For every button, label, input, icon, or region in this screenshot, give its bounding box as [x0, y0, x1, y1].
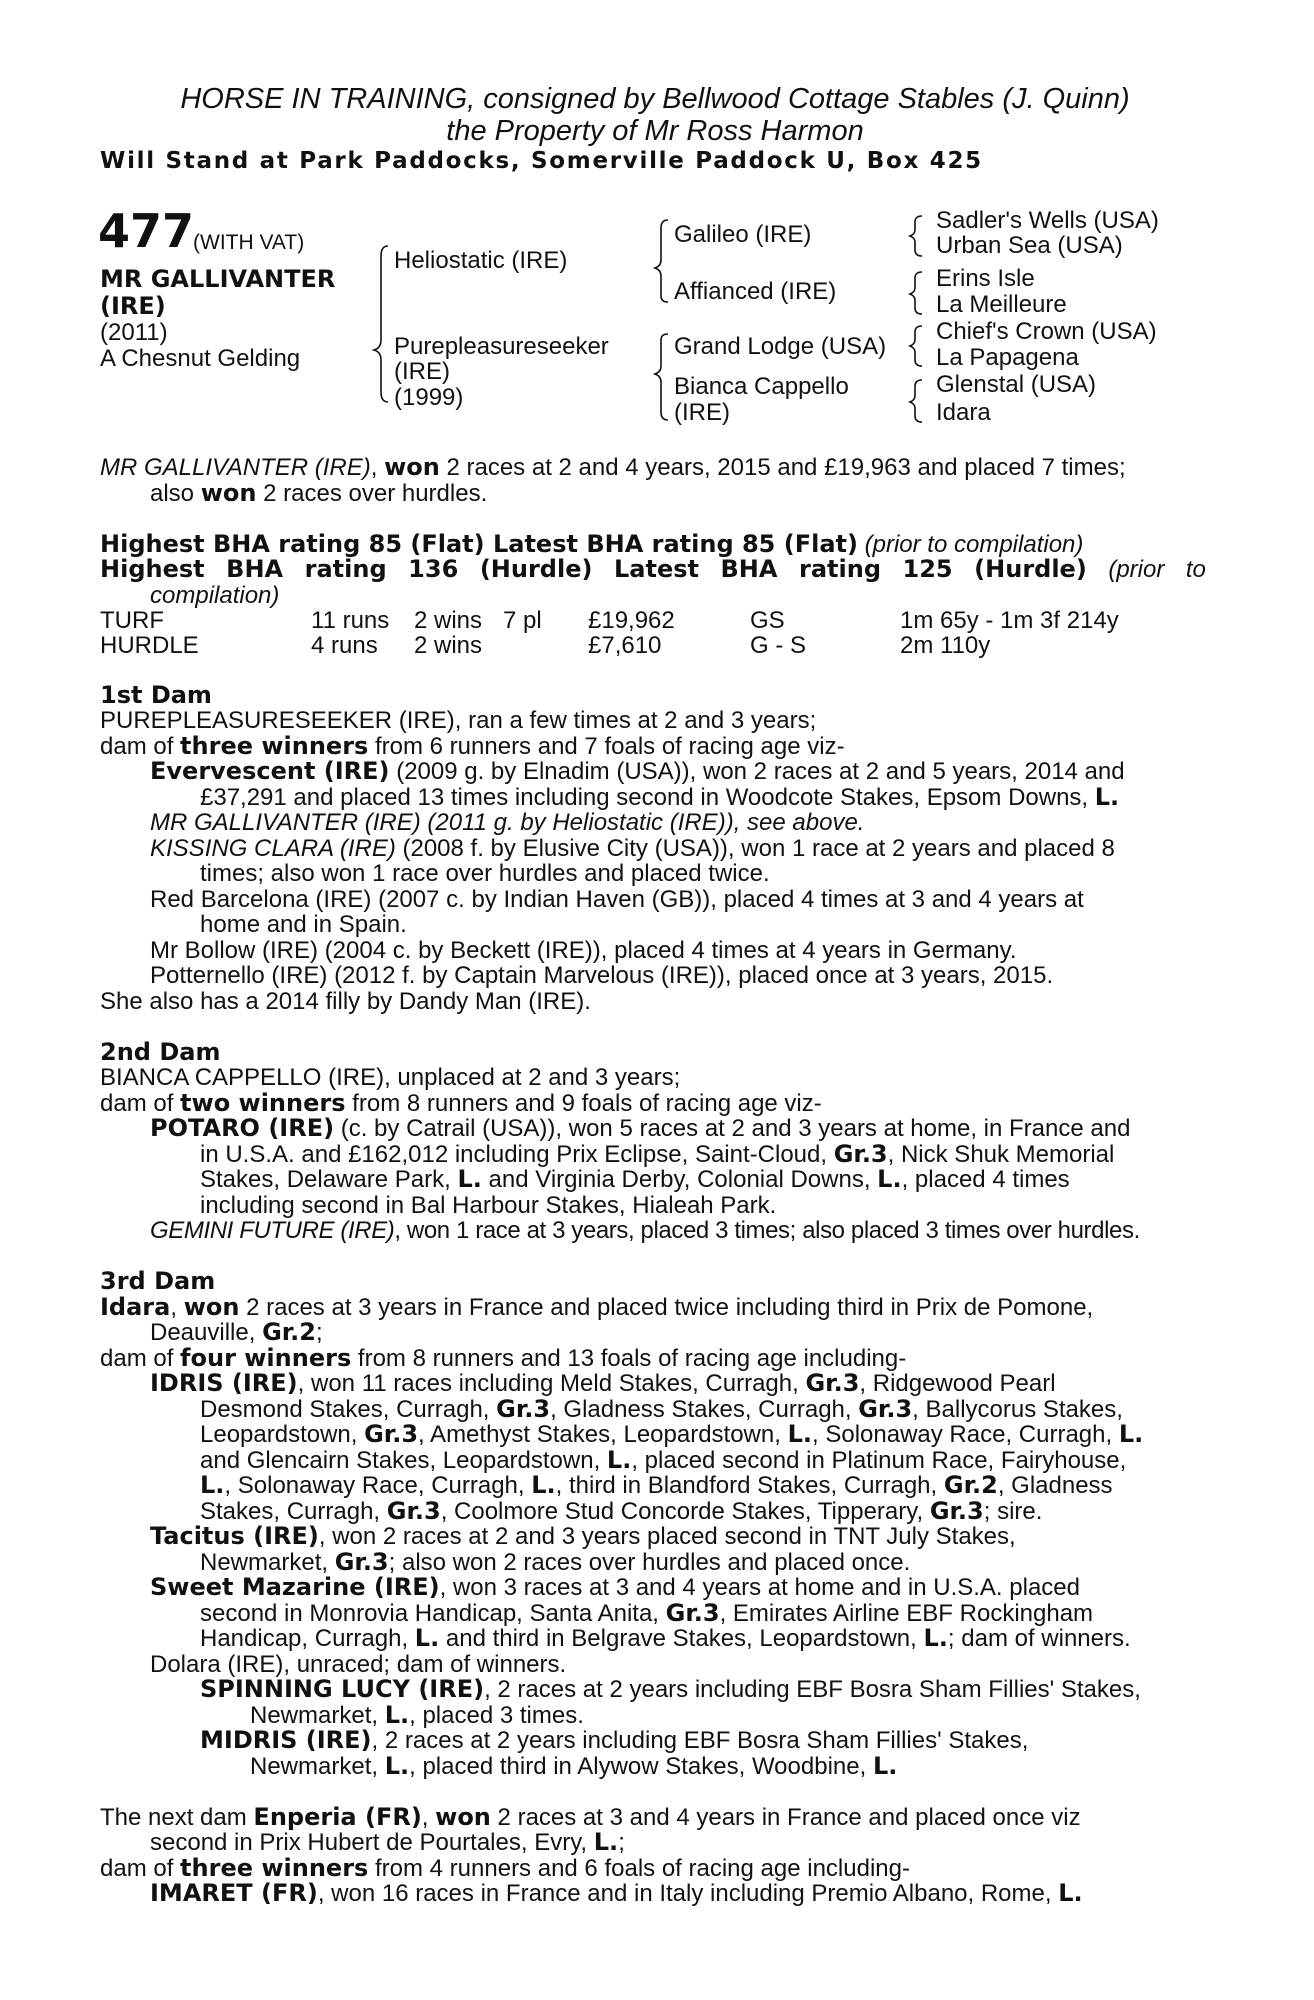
text-run: MIDRIS (IRE)	[200, 1726, 372, 1754]
dam3-entry-cont	[200, 1550, 910, 1576]
dam3-entry-cont	[200, 1448, 1206, 1474]
dam3-subentry	[200, 1677, 1206, 1703]
dam1-entry	[150, 836, 1206, 862]
pedigree-sdd: La Meilleure	[936, 291, 1067, 318]
text-run: Newmarket,	[250, 1702, 385, 1729]
text-run: Highest	[100, 555, 205, 583]
text-run: dam of	[100, 1345, 181, 1372]
text-run: Gr.3	[364, 1420, 419, 1448]
text-run: 2 races over hurdles.	[256, 480, 488, 507]
text-run: L.	[414, 1624, 440, 1652]
dam1-entry-cont	[200, 785, 1119, 811]
text-run: , Gladness	[997, 1472, 1113, 1499]
text-run: Gr.3	[929, 1497, 984, 1525]
text-run: ; dam of winners.	[947, 1625, 1131, 1652]
next-dam-line	[100, 1805, 1206, 1831]
dam3-line-cont	[150, 1320, 323, 1346]
text-run: , 2 races at 2 years including EBF Bosra Sham Fillies' Stakes,	[484, 1676, 1141, 1703]
dam3-entry-cont	[200, 1626, 1131, 1652]
text-run: Stakes, Curragh,	[200, 1498, 387, 1525]
next-dam-entry	[150, 1881, 1083, 1907]
dam1-entry-cont: home and in Spain.	[200, 911, 407, 938]
dam1-entry: Mr Bollow (IRE) (2004 c. by Beckett (IRE)), placed 4 times at 4 years in Germany.	[150, 937, 1017, 964]
text-run: G - S	[750, 632, 807, 659]
text-run: BHA	[720, 555, 778, 583]
text-run: L.	[384, 1701, 410, 1729]
dam3-entry-cont	[200, 1397, 1206, 1423]
race-summary-cont	[150, 481, 487, 507]
dam3-entry	[150, 1371, 1206, 1397]
pedigree-sire-sire: Galileo (IRE)	[674, 221, 812, 248]
text-run: 11 runs	[311, 607, 390, 634]
dam1-entry-cont: times; also won 1 race over hurdles and placed twice.	[200, 860, 770, 887]
text-run: 1m 65y - 1m 3f 214y	[900, 607, 1119, 634]
text-run: 2 wins	[414, 632, 483, 659]
text-run: , placed 3 times.	[409, 1702, 584, 1729]
text-run: , Emirates Airline EBF Rockingham	[719, 1600, 1094, 1627]
dam3-entry	[150, 1575, 1206, 1601]
text-run: L.	[1094, 783, 1120, 811]
hurdle-rating	[100, 557, 1206, 583]
pedigree-dam-sire: Grand Lodge (USA)	[674, 333, 887, 360]
pedigree-sire-dam: Affianced (IRE)	[674, 278, 837, 305]
dam1-produce-summary	[100, 734, 845, 760]
text-run: TURF	[100, 607, 164, 634]
text-run: Gr.3	[386, 1497, 441, 1525]
pedigree-sire: Heliostatic (IRE)	[394, 247, 568, 274]
dam2-entry-cont: including second in Bal Harbour Stakes, Hialeah Park.	[200, 1192, 777, 1219]
pedigree-dsd: La Papagena	[936, 344, 1079, 371]
horse-name: MR GALLIVANTER	[100, 265, 336, 293]
dam2-entry	[150, 1116, 1206, 1142]
pedigree-sds: Erins Isle	[936, 265, 1035, 292]
text-run: HURDLE	[100, 632, 199, 659]
text-run: L.	[787, 1420, 812, 1448]
text-run: also	[150, 480, 201, 507]
text-run: £37,291 and placed 13 times including second in Woodcote Stakes, Epsom Downs,	[200, 784, 1095, 811]
text-run: from 8 runners and 13 foals of racing age including-	[351, 1345, 907, 1372]
text-run: Gr.3	[334, 1548, 389, 1576]
text-run: Gr.3	[805, 1369, 860, 1397]
text-run: dam of	[100, 1090, 181, 1117]
text-run: Stakes, Delaware Park,	[200, 1166, 458, 1193]
text-run: 2 races at 2 and 4 years, 2015 and £19,963 and placed 7 times;	[439, 454, 1126, 481]
text-run: £19,962	[588, 607, 675, 634]
text-run: Evervescent (IRE)	[150, 757, 390, 785]
dam1-note: She also has a 2014 filly by Dandy Man (IRE).	[100, 988, 591, 1015]
text-run: ;	[316, 1319, 323, 1346]
text-run: ; also won 2 races over hurdles and placed once.	[388, 1549, 911, 1576]
text-run: (prior to compilation)	[857, 531, 1084, 558]
section-heading-dam1: 1st Dam	[100, 681, 212, 709]
text-run: won	[200, 479, 257, 507]
dam3-entry: Dolara (IRE), unraced; dam of winners.	[150, 1651, 567, 1678]
text-run: to	[1185, 556, 1206, 583]
text-run: ,	[421, 1804, 436, 1831]
text-run: ; sire.	[983, 1498, 1043, 1525]
text-run: Leopardstown,	[200, 1421, 365, 1448]
text-run: and third in Belgrave Stakes, Leopardstown,	[439, 1625, 924, 1652]
race-summary-line	[100, 455, 1206, 481]
text-run: L.	[877, 1165, 902, 1193]
text-run: SPINNING LUCY (IRE)	[200, 1675, 485, 1703]
text-run: from 8 runners and 9 foals of racing age viz-	[345, 1090, 822, 1117]
text-run: L.	[872, 1752, 898, 1780]
dam1-line: PUREPLEASURESEEKER (IRE), ran a few times at 2 and 3 years;	[100, 707, 817, 734]
text-run: L.	[200, 1471, 225, 1499]
dam2-produce-summary	[100, 1091, 822, 1117]
text-run: Gr.3	[858, 1395, 913, 1423]
text-run: won	[435, 1803, 491, 1831]
text-run: Gr.2	[262, 1318, 316, 1346]
dam2-line: BIANCA CAPPELLO (IRE), unplaced at 2 and 3 years;	[100, 1064, 681, 1091]
text-run: 2 wins	[414, 607, 483, 634]
text-run: 136	[408, 555, 459, 583]
text-run: (Hurdle)	[479, 555, 593, 583]
consignor-line: HORSE IN TRAINING, consigned by Bellwood Cottage Stables (J. Quinn)	[180, 83, 1130, 115]
text-run: Tacitus (IRE)	[150, 1522, 319, 1550]
text-run: L.	[923, 1624, 948, 1652]
text-run: L.	[606, 1446, 632, 1474]
text-run: Gr.3	[833, 1140, 888, 1168]
text-run: (2008 f. by Elusive City (USA)), won 1 race at 2 years and placed 8	[395, 835, 1115, 862]
text-run: Gr.3	[665, 1599, 720, 1627]
text-run: , placed second in Platinum Race, Fairyhouse,	[631, 1447, 1127, 1474]
text-run: Idara	[100, 1293, 171, 1321]
text-run: L.	[1058, 1879, 1083, 1907]
dam3-subentry-cont	[250, 1754, 897, 1780]
dam3-entry-cont	[200, 1473, 1206, 1499]
text-run: two winners	[180, 1089, 346, 1117]
pedigree-dam-suffix: (IRE)	[394, 358, 450, 385]
text-run: from 6 runners and 7 foals of racing age viz-	[368, 733, 845, 760]
dam3-produce-summary	[100, 1346, 906, 1372]
text-run: 2 races at 3 and 4 years in France and placed once viz	[490, 1804, 1081, 1831]
text-run: , Solonaway Race, Curragh,	[224, 1472, 532, 1499]
dam2-entry-cont	[200, 1142, 1206, 1168]
lot-number: 477	[98, 204, 195, 258]
text-run: and Glencairn Stakes, Leopardstown,	[200, 1447, 607, 1474]
text-run: , won 2 races at 2 and 3 years placed second in TNT July Stakes,	[318, 1523, 1016, 1550]
text-run: POTARO (IRE)	[150, 1114, 335, 1142]
text-run: second in Prix Hubert de Pourtales, Evry,	[150, 1829, 594, 1856]
text-run: £7,610	[588, 632, 662, 659]
text-run: L.	[593, 1828, 619, 1856]
text-run: Newmarket,	[250, 1753, 385, 1780]
pedigree-dam: Purepleasureseeker	[394, 333, 609, 360]
text-run: , placed 4 times	[901, 1166, 1070, 1193]
text-run: ;	[618, 1829, 625, 1856]
text-run: Red Barcelona (IRE) (2007 c. by Indian Haven (GB)), placed 4 times at 3 and 4 years at	[150, 886, 1084, 913]
dam3-entry	[150, 1524, 1206, 1550]
text-run: IMARET (FR)	[150, 1879, 318, 1907]
text-run: , Ridgewood Pearl	[859, 1370, 1056, 1397]
horse-name-suffix: (IRE)	[100, 292, 166, 320]
text-run: dam of	[100, 733, 181, 760]
text-run: L.	[531, 1471, 556, 1499]
text-run: KISSING CLARA (IRE)	[150, 835, 396, 862]
pedigree-dds: Glenstal (USA)	[936, 371, 1097, 398]
text-run: , Coolmore Stud Concorde Stakes, Tipperary,	[440, 1498, 930, 1525]
dam2-entry	[150, 1218, 1140, 1244]
pedigree-ssd: Urban Sea (USA)	[936, 232, 1123, 259]
text-run: L.	[384, 1752, 410, 1780]
vat-note: (WITH VAT)	[193, 231, 305, 254]
text-run: , won 11 races including Meld Stakes, Curragh,	[297, 1370, 806, 1397]
dam1-entry	[150, 759, 1206, 785]
dam3-entry-cont	[200, 1499, 1042, 1525]
text-run: 2m 110y	[900, 632, 991, 659]
text-run: , Solonaway Race, Curragh,	[812, 1421, 1119, 1448]
text-run: , placed third in Alywow Stakes, Woodbine,	[409, 1753, 873, 1780]
text-run: Gr.2	[943, 1471, 998, 1499]
pedigree-sss: Sadler's Wells (USA)	[936, 207, 1159, 234]
dam1-entry	[150, 887, 1206, 913]
dam3-entry-cont	[200, 1422, 1206, 1448]
dam3-entry-cont	[200, 1601, 1206, 1627]
text-run: rating	[799, 555, 881, 583]
text-run: Sweet Mazarine (IRE)	[150, 1573, 440, 1601]
text-run: from 4 runners and 6 foals of racing age including-	[368, 1855, 910, 1882]
text-run: Highest BHA rating 85 (Flat) Latest BHA rating 85 (Flat)	[100, 530, 858, 558]
text-run: Gr.3	[496, 1395, 551, 1423]
next-dam-produce-summary	[100, 1856, 910, 1882]
dam3-subentry-cont	[250, 1703, 584, 1729]
text-run: ,	[370, 454, 385, 481]
text-run: MR GALLIVANTER (IRE)	[100, 454, 371, 481]
text-run: and Virginia Derby, Colonial Downs,	[481, 1166, 878, 1193]
text-run: Deauville,	[150, 1319, 263, 1346]
section-heading-dam2: 2nd Dam	[100, 1038, 221, 1066]
pedigree-dss: Chief's Crown (USA)	[936, 318, 1157, 345]
text-run: 4 runs	[311, 632, 378, 659]
text-run: BHA	[226, 555, 284, 583]
stabling-line: Will Stand at Park Paddocks, Somerville Paddock U, Box 425	[100, 148, 983, 174]
text-run: L.	[457, 1165, 482, 1193]
text-run: L.	[1118, 1420, 1144, 1448]
pedigree-dam-year: (1999)	[394, 384, 464, 411]
text-run: (Hurdle)	[974, 555, 1087, 583]
dam1-entry: Potternello (IRE) (2012 f. by Captain Marvelous (IRE)), placed once at 3 years, 2015.	[150, 962, 1054, 989]
dam1-entry: MR GALLIVANTER (IRE) (2011 g. by Heliostatic (IRE)), see above.	[150, 809, 865, 836]
text-run: dam of	[100, 1855, 181, 1882]
foaling-year: (2011)	[100, 319, 168, 346]
text-run: rating	[304, 555, 387, 583]
text-run: won	[384, 453, 440, 481]
text-run: , Ballycorus Stakes,	[912, 1396, 1123, 1423]
text-run: in U.S.A. and £162,012 including Prix Eclipse, Saint-Cloud,	[200, 1141, 834, 1168]
dam2-entry-cont	[200, 1167, 1206, 1193]
text-run: , Nick Shuk Memorial	[887, 1141, 1115, 1168]
next-dam-cont	[150, 1830, 625, 1856]
horse-description: A Chesnut Gelding	[100, 345, 301, 372]
pedigree-ddd: Idara	[936, 399, 991, 426]
text-run: , 2 races at 2 years including EBF Bosra Sham Fillies' Stakes,	[371, 1727, 1029, 1754]
text-run: won	[183, 1293, 240, 1321]
text-run: Latest	[613, 555, 699, 583]
text-run: Enperia (FR)	[253, 1803, 422, 1831]
text-run: 2 races at 3 years in France and placed twice including third in Prix de Pomone,	[239, 1294, 1094, 1321]
text-run: , Gladness Stakes, Curragh,	[550, 1396, 859, 1423]
text-run: , won 1 race at 3 years, placed 3 times; also placed 3 times over hurdles.	[394, 1217, 1140, 1244]
text-run: three winners	[180, 732, 369, 760]
dam3-subentry	[200, 1728, 1206, 1754]
text-run: Handicap, Curragh,	[200, 1625, 415, 1652]
text-run: , won 3 races at 3 and 4 years at home and in U.S.A. placed	[439, 1574, 1080, 1601]
text-run: 7 pl	[503, 607, 542, 634]
text-run: (2009 g. by Elnadim (USA)), won 2 races at 2 and 5 years, 2014 and	[389, 758, 1125, 785]
text-run: IDRIS (IRE)	[150, 1369, 298, 1397]
owner-line: the Property of Mr Ross Harmon	[446, 115, 864, 147]
text-run: second in Monrovia Handicap, Santa Anita,	[200, 1600, 666, 1627]
text-run: three winners	[180, 1854, 369, 1882]
text-run: Newmarket,	[200, 1549, 335, 1576]
text-run: GEMINI FUTURE (IRE)	[150, 1217, 395, 1244]
text-run: The next dam	[100, 1804, 254, 1831]
text-run: , Amethyst Stakes, Leopardstown,	[418, 1421, 788, 1448]
text-run: (prior	[1108, 556, 1165, 583]
text-run: four winners	[180, 1344, 352, 1372]
flat-rating	[100, 532, 1083, 558]
text-run: , third in Blandford Stakes, Curragh,	[555, 1472, 944, 1499]
text-run: ,	[170, 1294, 184, 1321]
text-run: Desmond Stakes, Curragh,	[200, 1396, 497, 1423]
pedigree-dam-dam: Bianca Cappello	[674, 373, 849, 400]
dam3-line	[100, 1295, 1206, 1321]
text-run: GS	[750, 607, 785, 634]
pedigree-dam-dam-suffix: (IRE)	[674, 399, 730, 426]
hurdle-rating-cont: compilation)	[150, 582, 280, 609]
text-run: 125	[902, 555, 953, 583]
text-run: (c. by Catrail (USA)), won 5 races at 2 and 3 years at home, in France and	[334, 1115, 1131, 1142]
section-heading-dam3: 3rd Dam	[100, 1267, 216, 1295]
text-run: , won 16 races in France and in Italy including Premio Albano, Rome,	[317, 1880, 1059, 1907]
